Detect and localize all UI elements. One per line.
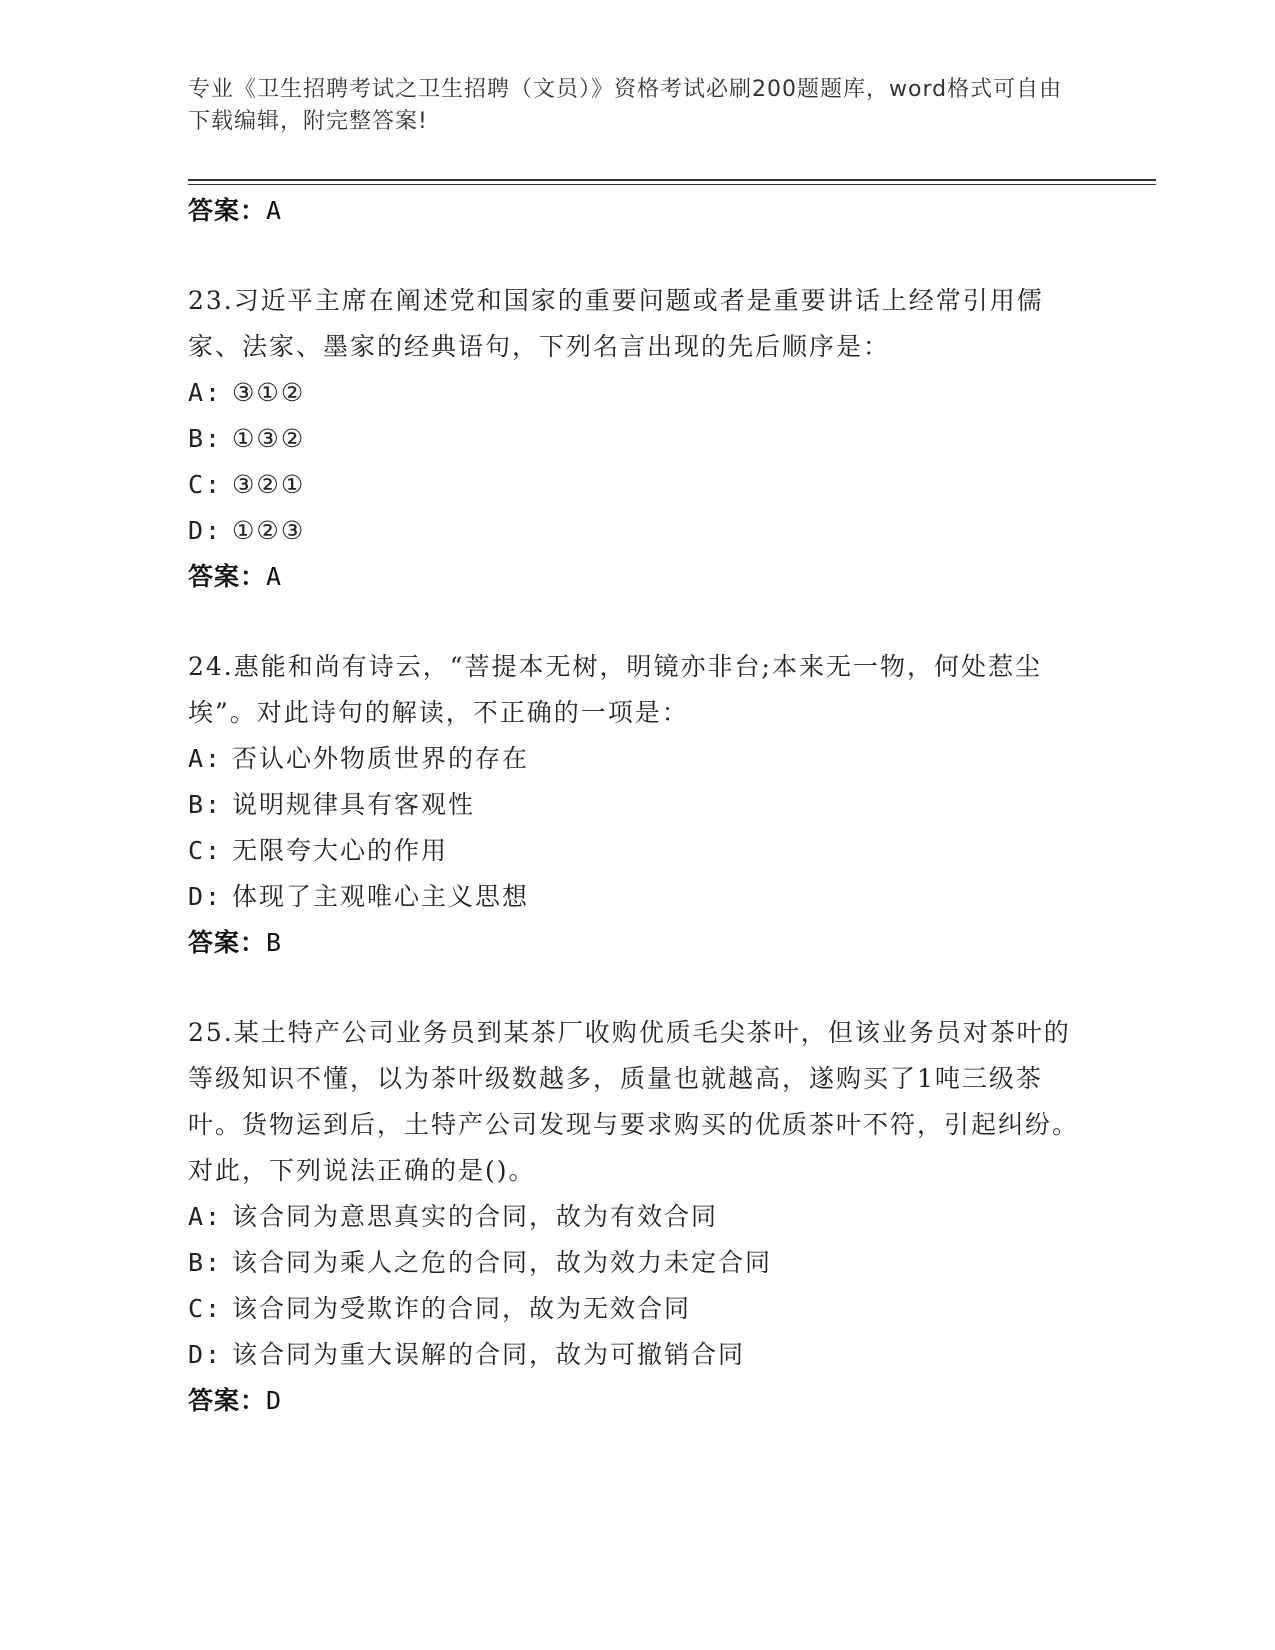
option-a xyxy=(188,736,1088,782)
option-key: B: xyxy=(188,424,223,453)
option-d xyxy=(188,508,1088,554)
document-body xyxy=(188,188,1088,1424)
option-d xyxy=(188,874,1088,920)
question-24 xyxy=(188,644,1088,966)
answer-label: 答案： xyxy=(188,196,267,225)
option-text: ①③② xyxy=(232,424,306,453)
option-key: B: xyxy=(188,1248,223,1277)
option-text: 否认心外物质世界的存在 xyxy=(232,744,530,773)
answer-line xyxy=(188,554,1088,600)
answer-label: 答案： xyxy=(188,562,267,591)
page-header xyxy=(188,74,1068,138)
option-c xyxy=(188,828,1088,874)
spacer xyxy=(188,966,1088,1010)
option-text: 体现了主观唯心主义思想 xyxy=(232,882,530,911)
option-b xyxy=(188,782,1088,828)
header-divider-thin xyxy=(188,184,1156,185)
option-text: ③②① xyxy=(232,470,306,499)
option-text: 该合同为重大误解的合同，故为可撤销合同 xyxy=(232,1340,746,1369)
spacer xyxy=(188,234,1088,278)
option-a xyxy=(188,1194,1088,1240)
option-key: C: xyxy=(188,470,223,499)
option-b xyxy=(188,1240,1088,1286)
option-key: D: xyxy=(188,1340,223,1369)
spacer xyxy=(188,600,1088,644)
option-key: A: xyxy=(188,744,223,773)
option-c xyxy=(188,1286,1088,1332)
option-key: C: xyxy=(188,1294,223,1323)
question-23 xyxy=(188,278,1088,600)
answer-label: 答案： xyxy=(188,928,267,957)
question-stem: 25.某土特产公司业务员到某茶厂收购优质毛尖茶叶，但该业务员对茶叶的等级知识不懂，以为茶叶级数越多，质量也就越高，遂购买了1吨三级茶叶。货物运到后，土特产公司发现与要求购买的优质茶叶不符，引起纠纷。对此，下列说法正确的是()。 xyxy=(188,1018,1080,1185)
option-text: ③①② xyxy=(232,378,306,407)
answer-label: 答案： xyxy=(188,1386,267,1415)
header-divider-thick xyxy=(188,179,1156,181)
question-25 xyxy=(188,1010,1088,1424)
option-text: 该合同为意思真实的合同，故为有效合同 xyxy=(232,1202,719,1231)
answer-line xyxy=(188,1378,1088,1424)
answer-value: A xyxy=(266,562,283,591)
header-title: 专业《卫生招聘考试之卫生招聘（文员）》资格考试必刷200题题库，word格式可自由下载编辑，附完整答案! xyxy=(188,77,1063,134)
option-d xyxy=(188,1332,1088,1378)
answer-value: A xyxy=(266,196,283,225)
option-text: 该合同为受欺诈的合同，故为无效合同 xyxy=(232,1294,692,1323)
answer-value: B xyxy=(266,928,283,957)
option-key: C: xyxy=(188,836,223,865)
answer-line xyxy=(188,188,1088,234)
option-key: D: xyxy=(188,882,223,911)
option-text: 无限夸大心的作用 xyxy=(232,836,449,865)
question-stem: 24.惠能和尚有诗云，“菩提本无树，明镜亦非台;本来无一物，何处惹尘埃”。对此诗句的解读，不正确的一项是： xyxy=(188,652,1042,727)
option-key: D: xyxy=(188,516,223,545)
option-key: A: xyxy=(188,378,223,407)
option-b xyxy=(188,416,1088,462)
question-stem: 23.习近平主席在阐述党和国家的重要问题或者是重要讲话上经常引用儒家、法家、墨家的经典语句，下列名言出现的先后顺序是： xyxy=(188,286,1044,361)
option-c xyxy=(188,462,1088,508)
answer-line xyxy=(188,920,1088,966)
option-a xyxy=(188,370,1088,416)
option-key: A: xyxy=(188,1202,223,1231)
answer-value: D xyxy=(266,1386,283,1415)
option-text: 说明规律具有客观性 xyxy=(232,790,476,819)
option-text: ①②③ xyxy=(232,516,306,545)
option-text: 该合同为乘人之危的合同，故为效力未定合同 xyxy=(232,1248,773,1277)
option-key: B: xyxy=(188,790,223,819)
